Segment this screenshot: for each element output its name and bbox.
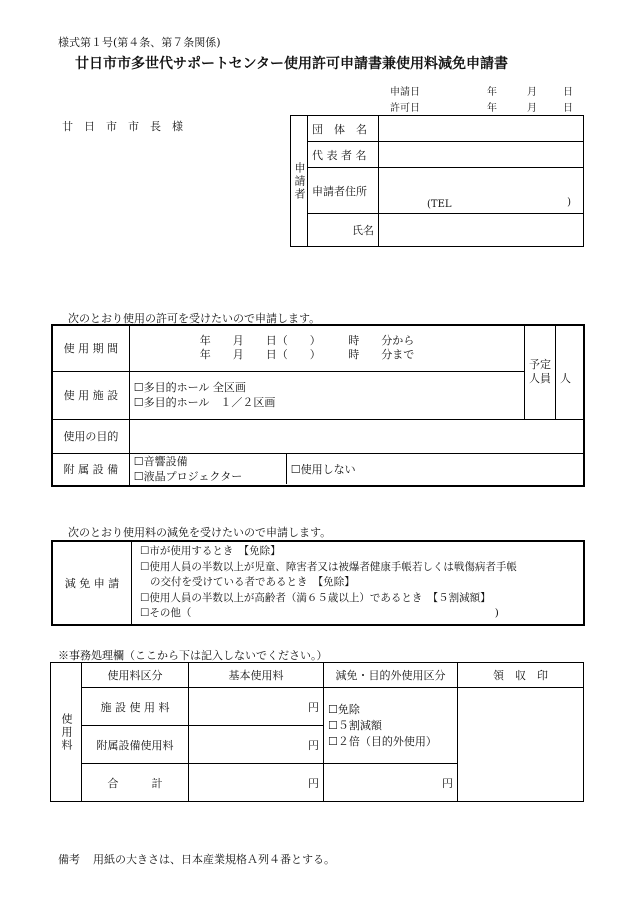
addressee: 廿 日 市 市 長 様 (62, 120, 183, 133)
permit-year: 年 (487, 103, 497, 114)
reduction-intro: 次のとおり使用料の減免を受けたいので申請します。 (68, 526, 332, 539)
office-side-cell (51, 663, 82, 802)
row-facility-label: 施 設 使 用 料 (82, 688, 189, 726)
representative-label: 代 表 者 名 (308, 142, 379, 168)
office-side-label: 使用料 (60, 712, 73, 752)
representative-field[interactable] (379, 142, 584, 168)
facility-fee: 円 (189, 688, 324, 726)
equipment-option-projector[interactable]: ☐液晶プロジェクター (133, 470, 243, 484)
reduction-other-close: ) (494, 607, 499, 620)
office-note: ※事務処理欄（ここから下は記入しないでください。） (58, 649, 328, 662)
tel-label: (TEL (427, 199, 452, 210)
name-field[interactable] (379, 214, 584, 247)
row-equipment-label: 附属設備使用料 (82, 726, 189, 764)
apply-month: 月 (527, 87, 537, 98)
apply-date-label: 申請日 (390, 87, 420, 98)
office-reduction-half: ☐５割減額 (328, 718, 382, 732)
purpose-field[interactable] (129, 419, 584, 453)
equipment-options (130, 454, 287, 484)
office-reduction-exempt: ☐免除 (328, 702, 360, 716)
col-basic: 基本使用料 (189, 663, 324, 688)
remarks-text: 用紙の大きさは、日本産業規格Ａ列４番とする。 (93, 853, 335, 866)
period-to: 年 月 日（ ） 時 分まで (199, 348, 415, 362)
purpose-label: 使用の目的 (52, 419, 129, 453)
col-receipt: 領 収 印 (458, 663, 584, 688)
form-number: 様式第１号(第４条、第７条関係) (58, 36, 221, 49)
usage-table (51, 324, 585, 487)
page-title: 廿日市市多世代サポートセンター使用許可申請書兼使用料減免申請書 (75, 56, 509, 72)
applicant-side-cell (291, 116, 308, 247)
period-field[interactable] (129, 325, 524, 371)
col-category: 使用料区分 (82, 663, 189, 688)
receipt-stamp-area (458, 688, 584, 802)
group-name-label: 団 体 名 (308, 116, 379, 142)
expected-label: 予定人員 (529, 358, 552, 386)
reduction-option-children-cont: の交付を受けている者であるとき 【免除】 (150, 576, 355, 589)
reduction-options (132, 541, 585, 625)
expected-label-cell (525, 325, 556, 419)
apply-year: 年 (487, 87, 497, 98)
expected-persons-field[interactable] (556, 325, 585, 419)
reduction-option-elderly[interactable]: ☐使用人員の半数以上が高齢者（満６５歳以上）であるとき 【５割減額】 (140, 591, 491, 604)
row-total-label: 合 計 (82, 764, 189, 802)
name-label: 氏名 (308, 214, 379, 247)
tel-close: ) (567, 197, 571, 208)
facility-field (129, 371, 524, 419)
applicant-side-label: 申請者 (293, 161, 306, 201)
permit-day: 日 (563, 103, 573, 114)
reduction-option-city[interactable]: ☐市が使用するとき 【免除】 (140, 545, 281, 558)
remarks-label: 備考 (58, 853, 80, 866)
usage-intro: 次のとおり使用の許可を受けたいので申請します。 (68, 312, 321, 325)
reduction-table (51, 540, 585, 626)
permit-month: 月 (527, 103, 537, 114)
equipment-none[interactable]: ☐使用しない (290, 463, 356, 477)
persons-unit: 人 (560, 372, 571, 385)
address-label: 申請者住所 (308, 168, 379, 214)
equipment-option-sound[interactable]: ☐音響設備 (133, 455, 188, 469)
period-from: 年 月 日（ ） 時 分から (199, 334, 415, 348)
total-basic-fee: 円 (189, 764, 324, 802)
equipment-field (129, 453, 584, 486)
reduction-other-label: ☐その他（ (140, 607, 192, 620)
applicant-table (290, 115, 584, 247)
equipment-label: 附 属 設 備 (52, 453, 129, 486)
apply-day: 日 (563, 87, 573, 98)
reduction-category (324, 688, 458, 764)
group-name-field[interactable] (379, 116, 584, 142)
reduction-label: 減 免 申 請 (52, 541, 132, 625)
facility-option-full[interactable]: ☐多目的ホール 全区画 (133, 381, 246, 394)
office-reduction-double: ☐２倍（目的外使用） (328, 734, 437, 748)
period-label: 使 用 期 間 (52, 325, 129, 371)
reduction-option-children[interactable]: ☐使用人員の半数以上が児童、障害者又は被爆者健康手帳若しくは戦傷病者手帳 (140, 560, 517, 573)
facility-label: 使 用 施 設 (52, 371, 129, 419)
equipment-fee: 円 (189, 726, 324, 764)
office-table (50, 662, 584, 802)
permit-date-label: 許可日 (390, 103, 420, 114)
col-reduction: 減免・目的外使用区分 (324, 663, 458, 688)
facility-option-half[interactable]: ☐多目的ホール １／２区画 (133, 396, 276, 409)
total-final-fee: 円 (324, 764, 458, 802)
reduction-option-other[interactable] (140, 606, 579, 622)
address-field[interactable] (379, 168, 584, 214)
